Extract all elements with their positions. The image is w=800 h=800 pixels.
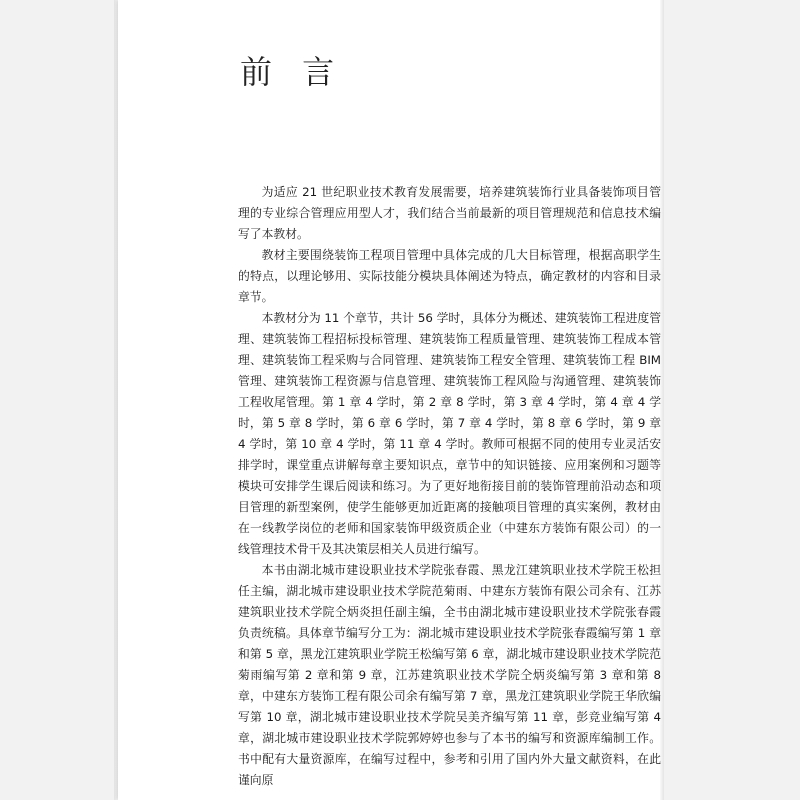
page-title: 前 言	[240, 53, 345, 91]
preface-body	[238, 182, 661, 791]
preface-paragraph: 本书由湖北城市建设职业技术学院张春霞、黑龙江建筑职业技术学院王松担任主编，湖北城市建设职业技术学院范菊雨、中建东方装饰有限公司余有、江苏建筑职业技术学院仝炳炎担任副主编，全书由湖北城市建设职业技术学院张春霞负责统稿。具体章节编写分工为：湖北城市建设职业技术学院张春霞编写第 1 章和第 5 章，黑龙江建筑职业学院王松编写第 6 章，湖北城市建设职业技术学院范菊雨编写第 2 章和第 9 章，江苏建筑职业技术学院仝炳炎编写第 3 章和第 8 章，中建东方装饰工程有限公司余有编写第 7 章，黑龙江建筑职业学院王华欣编写第 10 章，湖北城市建设职业技术学院吴美齐编写第 11 章，彭竞业编写第 4 章，湖北城市建设职业技术学院郭婷婷也参与了本书的编写和资源库编制工作。书中配有大量资源库，在编写过程中，参考和引用了国内外大量文献资料，在此谨向原	[238, 563, 661, 787]
preface-paragraph: 本教材分为 11 个章节，共计 56 学时，具体分为概述、建筑装饰工程进度管理、建筑装饰工程招标投标管理、建筑装饰工程质量管理、建筑装饰工程成本管理、建筑装饰工程采购与合同管理、建筑装饰工程安全管理、建筑装饰工程 BIM 管理、建筑装饰工程资源与信息管理、建筑装饰工程风险与沟通管理、建筑装饰工程收尾管理。第 1 章 4 学时，第 2 章 8 学时，第 3 章 4 学时，第 4 章 4 学时，第 5 章 8 学时，第 6 章 6 学时，第 7 章 4 学时，第 8 章 6 学时，第 9 章 4 学时，第 10 章 4 学时，第 11 章 4 学时。教师可根据不同的使用专业灵活安排学时，课堂重点讲解每章主要知识点，章节中的知识链接、应用案例和习题等模块可安排学生课后阅读和练习。为了更好地衔接目前的装饰管理前沿动态和项目管理的新型案例，使学生能够更加近距离的接触项目管理的真实案例，教材由在一线教学岗位的老师和国家装饰甲级资质企业（中建东方装饰有限公司）的一线管理技术骨干及其决策层相关人员进行编写。	[238, 311, 661, 556]
preface-paragraph: 教材主要围绕装饰工程项目管理中具体完成的几大目标管理，根据高职学生的特点，以理论够用、实际技能分模块具体阐述为特点，确定教材的内容和目录章节。	[238, 248, 661, 304]
preface-paragraph: 为适应 21 世纪职业技术教育发展需要，培养建筑装饰行业具备装饰项目管理的专业综合管理应用型人才，我们结合当前最新的项目管理规范和信息技术编写了本教材。	[238, 185, 661, 241]
